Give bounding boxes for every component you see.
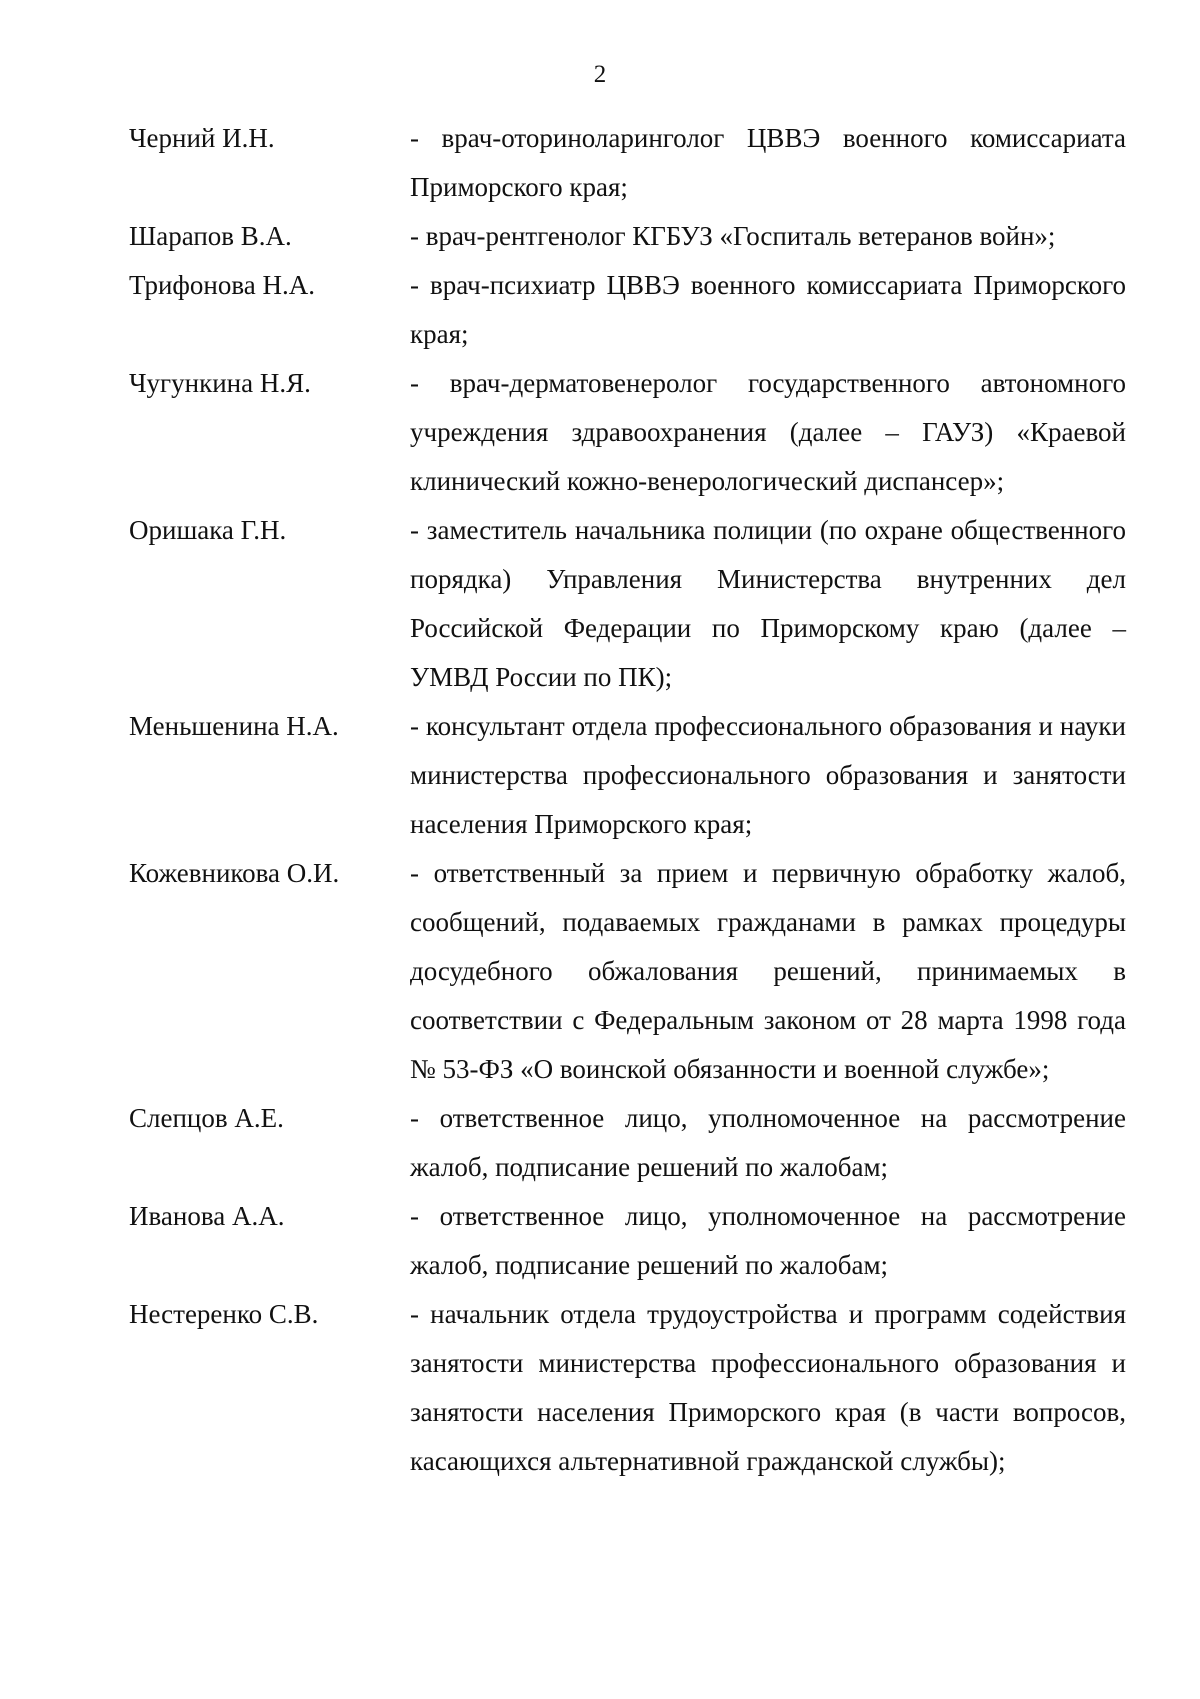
list-item xyxy=(129,114,1126,212)
member-name: Чугункина Н.Я. xyxy=(129,368,311,398)
member-role: - консультант отдела профессионального образования и науки министерства профессионального образования и занятости населения Приморского края; xyxy=(410,711,1126,839)
member-role: - начальник отдела трудоустройства и программ содействия занятости министерства профессионального образования и занятости населения Приморского края (в части вопросов, касающихся альтернативной гражданской службы); xyxy=(410,1299,1126,1476)
member-role: - ответственное лицо, уполномоченное на рассмотрение жалоб, подписание решений по жалобам; xyxy=(410,1201,1126,1280)
member-role: - врач-психиатр ЦВВЭ военного комиссариата Приморского края; xyxy=(410,270,1126,349)
member-role: - заместитель начальника полиции (по охране общественного порядка) Управления Министерства внутренних дел Российской Федерации по Приморскому краю (далее – УМВД России по ПК); xyxy=(410,515,1126,692)
member-name: Кожевникова О.И. xyxy=(129,858,340,888)
member-name: Оришака Г.Н. xyxy=(129,515,287,545)
member-name: Черний И.Н. xyxy=(129,123,275,153)
list-item xyxy=(129,1192,1126,1290)
member-role: - ответственное лицо, уполномоченное на рассмотрение жалоб, подписание решений по жалобам; xyxy=(410,1103,1126,1182)
page-number: 2 xyxy=(593,61,607,88)
list-item xyxy=(129,1290,1126,1486)
list-item xyxy=(129,212,1126,261)
member-name: Трифонова Н.А. xyxy=(129,270,315,300)
list-item xyxy=(129,702,1126,849)
list-item xyxy=(129,261,1126,359)
member-name: Меньшенина Н.А. xyxy=(129,711,339,741)
member-role: - врач-дерматовенеролог государственного автономного учреждения здравоохранения (далее – ГАУЗ) «Краевой клинический кожно-венерологический диспансер»; xyxy=(410,368,1126,496)
member-name: Шарапов В.А. xyxy=(129,221,292,251)
list-item xyxy=(129,849,1126,1094)
list-item xyxy=(129,359,1126,506)
member-list xyxy=(129,114,1126,1486)
member-name: Слепцов А.Е. xyxy=(129,1103,284,1133)
list-item xyxy=(129,1094,1126,1192)
member-role: - врач-рентгенолог КГБУЗ «Госпиталь ветеранов войн»; xyxy=(410,221,1056,251)
member-role: - врач-оториноларинголог ЦВВЭ военного комиссариата Приморского края; xyxy=(410,123,1126,202)
member-role: - ответственный за прием и первичную обработку жалоб, сообщений, подаваемых гражданами в рамках процедуры досудебного обжалования решений, принимаемых в соответствии с Федеральным законом от 28 марта 1998 года № 53-ФЗ «О воинской обязанности и военной службе»; xyxy=(410,858,1126,1084)
member-name: Нестеренко С.В. xyxy=(129,1299,319,1329)
member-name: Иванова А.А. xyxy=(129,1201,285,1231)
list-item xyxy=(129,506,1126,702)
